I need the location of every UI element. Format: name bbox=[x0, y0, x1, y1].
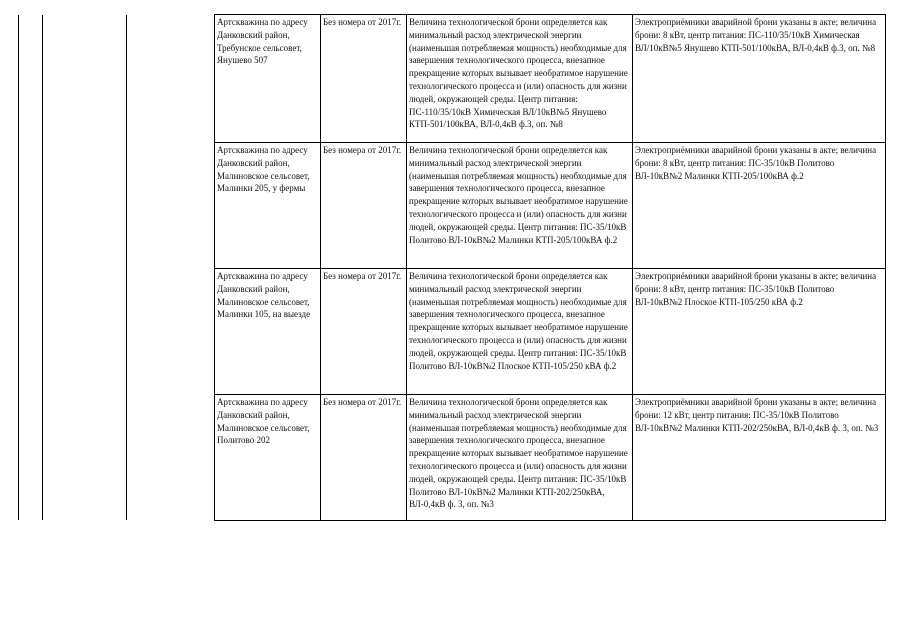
left-border-line-2 bbox=[42, 15, 43, 520]
emergency-reserve-cell: Электроприёмники аварийной брони указаны в акте; величина брони: 8 кВт, центр питания: ПС-110/35/10кВ Химическая ВЛ/10кВ№5 Янушево КТП-501/100кВА, ВЛ-0,4кВ ф.3, оп. №8 bbox=[633, 15, 886, 143]
reserve-acts-table bbox=[214, 14, 886, 521]
object-address-cell: Артскважина по адресу Данковский район, Требунское сельсовет, Янушево 507 bbox=[215, 15, 321, 143]
act-number-cell: Без номера от 2017г. bbox=[321, 395, 407, 521]
object-address-cell: Артскважина по адресу Данковский район, Малиновское сельсовет, Политово 202 bbox=[215, 395, 321, 521]
reserve-description-cell: Величина технологической брони определяется как минимальный расход электрической энергии (наименьшая потребляемая мощность) необходимые для завершения технологического процесса, внезапное прекращение которых вызывает необратимое нарушение технологического процесса и (или) опасность для жизни людей, окружающей среды. Центр питания: ПС-110/35/10кВ Химическая ВЛ/10кВ№5 Янушево КТП-501/100кВА, ВЛ-0,4кВ ф.3, оп. №8 bbox=[407, 15, 633, 143]
table-row bbox=[215, 15, 886, 143]
emergency-reserve-cell: Электроприёмники аварийной брони указаны в акте; величина брони: 8 кВт, центр питания: ПС-35/10кВ Политово ВЛ-10кВ№2 Малинки КТП-205/100кВА ф.2 bbox=[633, 143, 886, 269]
reserve-description-cell: Величина технологической брони определяется как минимальный расход электрической энергии (наименьшая потребляемая мощность) необходимые для завершения технологического процесса, внезапное прекращение которых вызывает необратимое нарушение технологического процесса и (или) опасность для жизни людей, окружающей среды. Центр питания: ПС-35/10кВ Политово ВЛ-10кВ№2 Малинки КТП-202/250кВА, ВЛ-0,4кВ ф. 3, оп. №3 bbox=[407, 395, 633, 521]
act-number-cell: Без номера от 2017г. bbox=[321, 15, 407, 143]
reserve-description-cell: Величина технологической брони определяется как минимальный расход электрической энергии (наименьшая потребляемая мощность) необходимые для завершения технологического процесса, внезапное прекращение которых вызывает необратимое нарушение технологического процесса и (или) опасность для жизни людей, окружающей среды. Центр питания: ПС-35/10кВ Политово ВЛ-10кВ№2 Малинки КТП-205/100кВА ф.2 bbox=[407, 143, 633, 269]
emergency-reserve-cell: Электроприёмники аварийной брони указаны в акте; величина брони: 8 кВт, центр питания: ПС-35/10кВ Политово ВЛ-10кВ№2 Плоское КТП-105/250 кВА ф.2 bbox=[633, 269, 886, 395]
act-number-cell: Без номера от 2017г. bbox=[321, 143, 407, 269]
reserve-description-cell: Величина технологической брони определяется как минимальный расход электрической энергии (наименьшая потребляемая мощность) необходимые для завершения технологического процесса, внезапное прекращение которых вызывает необратимое нарушение технологического процесса и (или) опасность для жизни людей, окружающей среды. Центр питания: ПС-35/10кВ Политово ВЛ-10кВ№2 Плоское КТП-105/250 кВА ф.2 bbox=[407, 269, 633, 395]
act-number-cell: Без номера от 2017г. bbox=[321, 269, 407, 395]
object-address-cell: Артскважина по адресу Данковский район, Малиновское сельсовет, Малинки 205, у фермы bbox=[215, 143, 321, 269]
left-border-line-3 bbox=[126, 15, 127, 520]
table-row bbox=[215, 269, 886, 395]
table-row bbox=[215, 395, 886, 521]
table-row bbox=[215, 143, 886, 269]
left-border-line-1 bbox=[18, 15, 19, 520]
emergency-reserve-cell: Электроприёмники аварийной брони указаны в акте; величина брони: 12 кВт, центр питания: ПС-35/10кВ Политово ВЛ-10кВ№2 Малинки КТП-202/250кВА, ВЛ-0,4кВ ф. 3, оп. №3 bbox=[633, 395, 886, 521]
object-address-cell: Артскважина по адресу Данковский район, Малиновское сельсовет, Малинки 105, на выезде bbox=[215, 269, 321, 395]
